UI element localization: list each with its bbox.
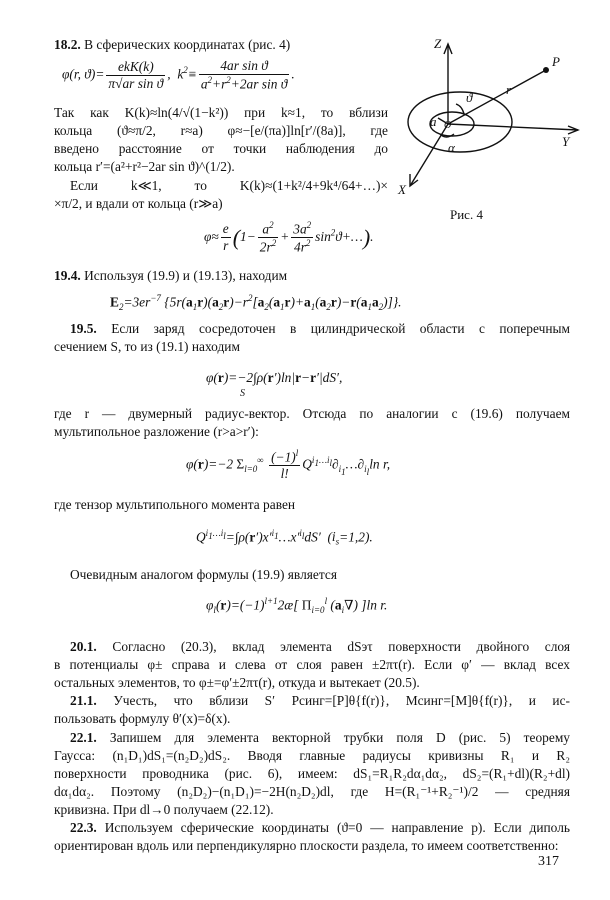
formula-18-2-far: φ≈ $\frac{e}{r}$ (1− $\frac{a^2}{2r^2}$ + $\frac{3a^2}{4r^2}$ $\sin^2ϑ+\dots$).	[204, 220, 374, 255]
figure-4-caption: Рис. 4	[450, 207, 483, 222]
formula-19-5-phi: φ(r)=−2∫ρ(r′)ln|r−r′|dS′,	[206, 370, 343, 385]
para-21-1-line1: 21.1. Учесть, что вблизи S′ Pсинг=[P]θ{f(r)}, Mсинг=[M]θ{f(r)}, и ис-	[70, 693, 570, 708]
para-19-5-line1: 19.5. Если заряд сосредоточен в цилиндрической области с поперечным	[70, 321, 570, 336]
point-p	[543, 67, 549, 73]
label-o: O	[444, 120, 452, 131]
label-r: r	[506, 82, 512, 97]
para-18-2-line4: введено расстояние от точки наблюдения до	[54, 141, 388, 156]
label-p: P	[552, 54, 560, 69]
para-19-5-line4: мультипольное разложение (r>a>r′):	[54, 424, 259, 439]
para-22-1-line4: dα₁dα₂. Поэтому (n₂D₂)−(n₁D₁)=−2H(n₂D₂)dl, где H=(R₁⁻¹+R₂⁻¹)/2 — средняя	[54, 784, 570, 799]
para-22-3-line1: 22.3. Используем сферические координаты (ϑ=0 — направление p). Если диполь	[70, 820, 570, 835]
x-axis	[410, 124, 448, 186]
para-21-1-line2: пользовать формулу θ′(x)=δ(x).	[54, 711, 231, 726]
para-18-2-line2: Так как K(k)≈ln(4/√(1−k²)) при k≈1, то вблизи	[54, 105, 388, 120]
label-x: X	[398, 182, 406, 197]
label-alpha: α	[448, 140, 455, 155]
formula-19-5-analog: $\varphi_l(r)=(-1)^{l+1}2æ$[ $\Pi_{i=0}^l$ $(a_i\nabla)$ ]ln r.	[206, 596, 388, 616]
para-20-1-line3: остальных элементов, то φ±=φ′±2πτ(r), откуда и вытекает (20.5).	[54, 675, 420, 690]
para-19-5-line5: где тензор мультипольного момента равен	[54, 497, 296, 512]
label-a: a	[430, 114, 437, 129]
para-18-2-line1: 18.2. В сферических координатах (рис. 4)	[54, 37, 291, 52]
figure-4	[396, 34, 582, 204]
para-20-1-line1: 20.1. Согласно (20.3), вклад элемента dSэτ поверхности двойного слоя	[70, 639, 570, 654]
y-axis	[448, 124, 578, 130]
radius-vector	[448, 70, 546, 124]
ring-outer	[408, 92, 512, 152]
para-19-4: 19.4. Используя (19.9) и (19.13), находим	[54, 268, 288, 283]
page-number: 317	[538, 854, 559, 869]
para-18-2-line7: ×π/2, и вдали от кольца (r≫a)	[54, 196, 223, 211]
para-22-3-line2: ориентирован вдоль или перпендикулярно плоскости раздела, то имеем соответственно:	[54, 838, 559, 853]
para-22-1-line3: поверхности проводника (рис. 6), имеем: dS₁=R₁R₂dα₁dα₂, dS₂=(R₁+dl)(R₂+dl)	[54, 766, 570, 781]
formula-19-4: $E_2=3er^{-7}$ $\{5r(a_1r)(a_2r)-r^2[a_2(a_1r)+a_1(a_2r)-r(a_1a_2)]\}$.	[110, 293, 402, 313]
para-22-1-line2: Гаусса: (n₁D₁)dS₁=(n₂D₂)dS₂. Вводя главные радиусы кривизны R₁ и R₂	[54, 748, 570, 763]
para-19-5-line3: где r — двумерный радиус-вектор. Отсюда по аналогии с (19.6) получаем	[54, 406, 570, 421]
formula-19-5-multipole: φ(r)=−2 $\Sigma_{l=0}^\infty$ $\frac{(-1)^l}{l!}$ $Q^{i_1\dots i_l}\partial_{i_1}\dots\partial_{i_l}\ln$ r,	[186, 448, 391, 482]
para-22-1-line5: кривизна. При dl→0 получаем (22.12).	[54, 802, 274, 817]
para-18-2-line3: кольца (ϑ≈π/2, r≈a) φ≈−[e/(πa)]ln[r′/(8a)], где	[54, 123, 388, 138]
para-22-1-line1: 22.1. Запишем для элемента векторной трубки поля D (рис. 5) теорему	[70, 730, 570, 745]
para-20-1-line2: в потенциалы φ± справа и слева от слоя равен ±2πτ(r). Если φ′ — вклад всех	[54, 657, 570, 672]
para-18-2-line5: кольца r′=(a²+r²−2ar sin ϑ)^(1/2).	[54, 159, 235, 174]
para-18-2-line6: Если k≪1, то K(k)≈(1+k²/4+9k⁴/64+…)×	[70, 178, 388, 193]
label-y: Y	[562, 134, 570, 149]
para-19-5-line2: сечением S, то из (19.1) находим	[54, 339, 240, 354]
para-19-5-line6: Очевидным аналогом формулы (19.9) является	[70, 567, 337, 582]
formula-18-2-phi: φ(r, ϑ)= ekK(k) π√ar sin ϑ , $k^2\equiv$ $\frac{\text{4ar sin ϑ}}{a^2+r^2+2ar \sin ϑ}$ .	[62, 58, 295, 92]
label-z: Z	[434, 36, 442, 51]
formula-19-5-tensor: $Q^{i_1\dots i_l}=\int\rho(r')x'^{i_1}\dots x'^{i_l}dS'$ $(i_s=1,2)$.	[196, 528, 373, 548]
label-theta: ϑ	[466, 90, 473, 105]
formula-19-5-int-s: S	[240, 388, 245, 399]
